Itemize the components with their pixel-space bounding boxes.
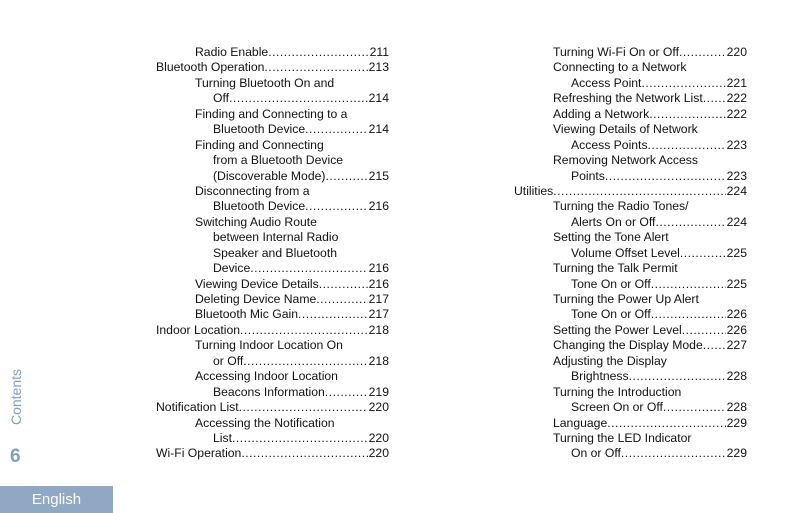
dot-leader — [250, 261, 367, 276]
toc-entry[interactable] — [514, 323, 747, 338]
toc-entry-title: Turning Indoor Location On — [195, 338, 343, 353]
toc-entry-page: 229 — [726, 415, 747, 430]
toc-entry-title: Finding and Connecting to a — [195, 106, 348, 121]
toc-entry[interactable] — [156, 446, 389, 461]
toc-entry[interactable] — [514, 385, 747, 416]
toc-entry-page: 214 — [368, 91, 389, 106]
toc-entry[interactable] — [156, 292, 389, 307]
dot-leader — [679, 45, 726, 60]
toc-entry[interactable] — [514, 416, 747, 431]
dot-leader — [305, 122, 368, 137]
toc-entry[interactable] — [514, 338, 747, 353]
toc-entry-page: 220 — [368, 446, 389, 461]
dot-leader — [319, 277, 368, 292]
toc-entry[interactable] — [514, 199, 747, 230]
toc-entry[interactable] — [514, 261, 747, 292]
toc-entry[interactable] — [156, 277, 389, 292]
toc-entry-page: 217 — [368, 292, 389, 306]
toc-entry-title: Changing the Display Mode — [553, 338, 703, 353]
page-number: 6 — [10, 446, 21, 467]
dot-leader — [553, 184, 725, 199]
toc-entry-page: 215 — [368, 168, 389, 183]
toc-entry-page: 224 — [726, 214, 747, 229]
toc-entry[interactable] — [156, 338, 389, 369]
toc-entry-page: 222 — [726, 106, 747, 121]
toc-entry-title: Refreshing the Network List — [553, 91, 703, 106]
toc-entry-title: Connecting to a Network — [553, 60, 687, 75]
toc-entry-title: Viewing Details of Network — [553, 122, 698, 137]
toc-entry-page: 217 — [368, 307, 389, 322]
toc-entry-page: 219 — [368, 384, 389, 399]
toc-entry-title: Bluetooth Operation — [156, 60, 265, 75]
dot-leader — [663, 400, 726, 415]
toc-entry-title: (Discoverable Mode) — [213, 168, 326, 183]
toc-entry-title: Disconnecting from a — [195, 183, 310, 198]
dot-leader — [649, 107, 725, 122]
toc-entry[interactable] — [156, 138, 389, 184]
toc-entry[interactable] — [156, 369, 389, 400]
toc-entry-title: Bluetooth Mic Gain — [195, 307, 298, 322]
toc-entry-title: Switching Audio Route — [195, 214, 317, 229]
toc-entry[interactable] — [156, 215, 389, 277]
dot-leader — [648, 138, 726, 153]
dot-leader — [232, 431, 368, 446]
toc-entry-page: 223 — [726, 168, 747, 183]
toc-entry-page: 227 — [726, 338, 747, 353]
toc-entry[interactable] — [156, 416, 389, 447]
toc-entry-page: 218 — [368, 353, 389, 368]
dot-leader — [241, 446, 367, 461]
toc-entry[interactable] — [156, 60, 389, 75]
toc-entry-title: Accessing the Notification — [195, 415, 335, 430]
toc-entry-page: 216 — [368, 261, 389, 276]
toc-entry-title: Utilities — [514, 183, 554, 198]
toc-entry-title: Turning the Talk Permit — [553, 261, 678, 276]
toc-entry-title: or Off — [213, 353, 244, 368]
toc-entry-title: from a Bluetooth Device — [213, 153, 344, 168]
toc-entry[interactable] — [514, 431, 747, 462]
toc-entry-title: Language — [553, 415, 608, 430]
toc-entry-title: Turning the Power Up Alert — [553, 292, 699, 306]
toc-entry-title: Setting the Tone Alert — [553, 230, 669, 245]
dot-leader — [305, 199, 368, 214]
toc-entry[interactable] — [514, 230, 747, 261]
toc-column-left — [156, 45, 389, 462]
toc-entry-title: List — [213, 430, 232, 445]
dot-leader — [651, 307, 726, 322]
dot-leader — [325, 385, 368, 400]
dot-leader — [682, 323, 726, 338]
dot-leader — [621, 446, 726, 461]
dot-leader — [605, 169, 726, 184]
dot-leader — [655, 215, 725, 230]
language-tab-label: English — [31, 491, 82, 508]
toc-entry[interactable] — [514, 184, 747, 199]
dot-leader — [264, 60, 367, 75]
toc-entry-title: Off — [213, 91, 230, 106]
toc-entry-title: Viewing Device Details — [195, 276, 319, 291]
toc-entry-title: Turning Wi-Fi On or Off — [553, 45, 679, 59]
toc-entry-page: 220 — [368, 400, 389, 415]
toc-entry[interactable] — [156, 400, 389, 415]
toc-entry[interactable] — [514, 45, 747, 60]
dot-leader — [268, 45, 368, 60]
language-tab[interactable] — [0, 486, 113, 513]
toc-entry-title: Setting the Power Level — [553, 322, 682, 337]
toc-column-right — [514, 45, 747, 462]
toc-entry-page: 226 — [726, 307, 747, 322]
toc-entry[interactable] — [156, 184, 389, 215]
toc-entry-title: Access Points — [571, 137, 648, 152]
toc-entry-title: Adjusting the Display — [553, 353, 667, 368]
toc-entry[interactable] — [514, 354, 747, 385]
toc-entry-title: Screen On or Off — [571, 400, 663, 415]
dot-leader — [629, 369, 726, 384]
toc-entry-page: 220 — [368, 430, 389, 445]
toc-entry-title: between Internal Radio — [213, 230, 339, 245]
dot-leader — [316, 292, 367, 307]
toc-entry-title: Indoor Location — [156, 322, 241, 337]
toc-entry-title: On or Off — [571, 446, 621, 461]
toc-entry-title: Wi-Fi Operation — [156, 446, 242, 461]
toc-entry[interactable] — [514, 60, 747, 91]
toc-entry-page: 214 — [368, 122, 389, 137]
toc-entry-page: 224 — [726, 183, 747, 198]
toc-entry-title: Turning the Introduction — [553, 384, 682, 399]
toc-entry-page: 223 — [726, 137, 747, 152]
dot-leader — [243, 354, 367, 369]
toc-entry-title: Access Point — [571, 75, 642, 90]
toc-entry-page: 218 — [368, 322, 389, 337]
toc-entry[interactable] — [156, 45, 389, 60]
toc-entry-page: 222 — [726, 91, 747, 106]
dot-leader — [607, 416, 725, 431]
toc-entry-page: 220 — [726, 45, 747, 59]
dot-leader — [641, 76, 725, 91]
toc-entry[interactable] — [156, 323, 389, 338]
dot-leader — [703, 338, 726, 353]
toc-entry[interactable] — [514, 122, 747, 153]
toc-entry-title: Notification List — [156, 400, 239, 415]
toc-entry-title: Brightness — [571, 369, 629, 384]
toc-entry-page: 228 — [726, 369, 747, 384]
toc-entry-title: Bluetooth Device — [213, 199, 306, 214]
section-label-text: Contents — [8, 368, 24, 426]
toc-entry-title: Finding and Connecting — [195, 137, 324, 152]
toc-entry-title: Deleting Device Name — [195, 292, 317, 306]
toc-entry[interactable] — [514, 107, 747, 122]
toc-entry[interactable] — [156, 76, 389, 107]
section-label — [8, 367, 24, 427]
dot-leader — [325, 169, 367, 184]
toc-entry-page: 221 — [726, 75, 747, 90]
toc-entry[interactable] — [514, 153, 747, 184]
dot-leader — [703, 91, 726, 106]
dot-leader — [680, 246, 726, 261]
toc-entry-page: 228 — [726, 400, 747, 415]
toc-entry-page: 226 — [726, 322, 747, 337]
toc-entry[interactable] — [514, 91, 747, 106]
toc-entry[interactable] — [514, 292, 747, 323]
toc-entry-title: Tone On or Off — [571, 307, 651, 322]
toc-entry-title: Volume Offset Level — [571, 245, 680, 260]
toc-entry[interactable] — [156, 107, 389, 138]
toc-entry-page: 229 — [726, 446, 747, 461]
toc-entry-page: 216 — [368, 199, 389, 214]
dot-leader — [651, 277, 726, 292]
toc-entry-page: 213 — [368, 60, 389, 75]
toc-entry-title: Turning the LED Indicator — [553, 430, 692, 445]
toc-entry-title: Turning the Radio Tones/ — [553, 199, 689, 214]
toc-entry-title: Accessing Indoor Location — [195, 369, 338, 384]
dot-leader — [240, 323, 368, 338]
toc-entry-title: Radio Enable — [195, 45, 269, 59]
toc-entry-page: 216 — [368, 276, 389, 291]
toc-entry-title: Beacons Information — [213, 384, 325, 399]
toc-entry-title: Removing Network Access — [553, 153, 698, 168]
dot-leader — [239, 400, 368, 415]
toc-entry[interactable] — [156, 307, 389, 322]
toc-entry-title: Points — [571, 168, 605, 183]
toc-entry-page: 225 — [726, 276, 747, 291]
toc-entry-page: 211 — [369, 45, 389, 59]
toc-entry-title: Tone On or Off — [571, 276, 651, 291]
toc-entry-title: Device — [213, 261, 251, 276]
toc-entry-title: Bluetooth Device — [213, 122, 306, 137]
dot-leader — [298, 307, 368, 322]
dot-leader — [229, 91, 368, 106]
toc-entry-page: 225 — [726, 245, 747, 260]
toc-entry-title: Adding a Network — [553, 106, 650, 121]
toc-entry-title: Alerts On or Off — [571, 214, 656, 229]
toc-entry-title: Speaker and Bluetooth — [213, 245, 337, 260]
toc-entry-title: Turning Bluetooth On and — [195, 75, 335, 90]
